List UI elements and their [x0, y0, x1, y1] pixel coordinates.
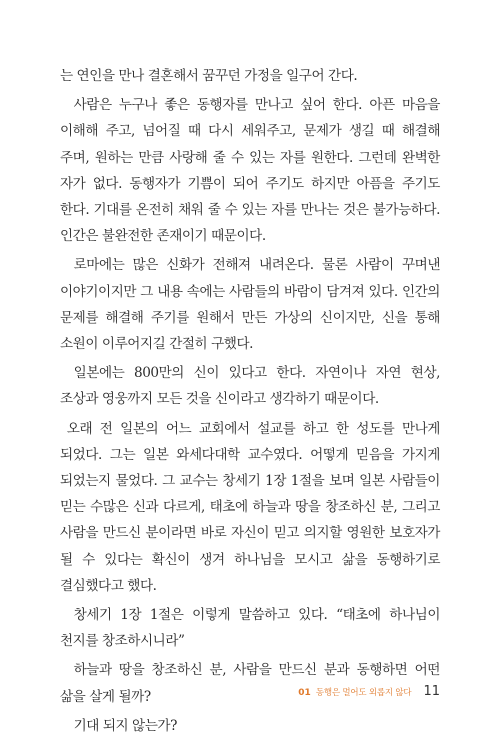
paragraph-3: 로마에는 많은 신화가 전해져 내려온다. 물론 사람이 꾸며낸 이야기이지만 그 내용 속에는 사람들의 바람이 담겨져 있다. 인간의 문제를 해결해 주기를 원해서 만든 가상의 신이지만, 신을 통해 소원이 이루어지길 간절히 구했다.: [60, 257, 440, 353]
paragraph-5: 오래 전 일본의 어느 교회에서 설교를 하고 한 성도를 만나게 되었다. 그는 일본 와세다대학 교수였다. 어떻게 믿음을 가지게 되었는지 물었다. 그 교수는 창세기 1장 1절을 보며 일본 사람들이 믿는 수많은 신과 다르게, 태초에 하늘과 땅을 창조하신 분, 그리고 사람을 만드신 분이라면 바로 자신이 믿고 의지할 영원한 보호자가 될 수 있다는 확신이 생겨 하나님을 모시고 삶을 동행하기로 결심했다고 했다.: [60, 420, 440, 594]
paragraph-7: 하늘과 땅을 창조하신 분, 사람을 만드신 분과 동행하면 어떤 삶을 살게 될까?: [60, 662, 440, 705]
paragraph-8: 기대 되지 않는가?: [73, 717, 177, 734]
page-number: 11: [423, 684, 440, 699]
page-body: [60, 63, 440, 742]
paragraph-2: 사람은 누구나 좋은 동행자를 만나고 싶어 한다. 아픈 마음을 이해해 주고, 넘어질 때 다시 세워주고, 문제가 생길 때 해결해 주며, 원하는 만큼 사랑해 줄 수 있는 자를 원한다. 그런데 완벽한 자가 없다. 동행자가 기쁨이 되어 주기도 하지만 아픔을 주기도 한다. 기대를 온전히 채워 줄 수 있는 자를 만나는 것은 불가능하다. 인간은 불완전한 존재이기 때문이다.: [60, 97, 440, 245]
page-footer: [298, 684, 440, 699]
paragraph-4: 일본에는 800만의 신이 있다고 한다. 자연이나 자연 현상, 조상과 영웅까지 모든 것을 신이라고 생각하기 때문이다.: [60, 365, 440, 408]
paragraph-1: 는 연인을 만나 결혼해서 꿈꾸던 가정을 일구어 간다.: [60, 68, 358, 84]
paragraph-6: 창세기 1장 1절은 이렇게 말씀하고 있다. “태초에 하나님이 천지를 창조하시니라”: [60, 607, 440, 650]
chapter-number: 01: [298, 688, 311, 698]
chapter-title: 동행은 멀어도 외롭지 않다: [315, 688, 412, 698]
